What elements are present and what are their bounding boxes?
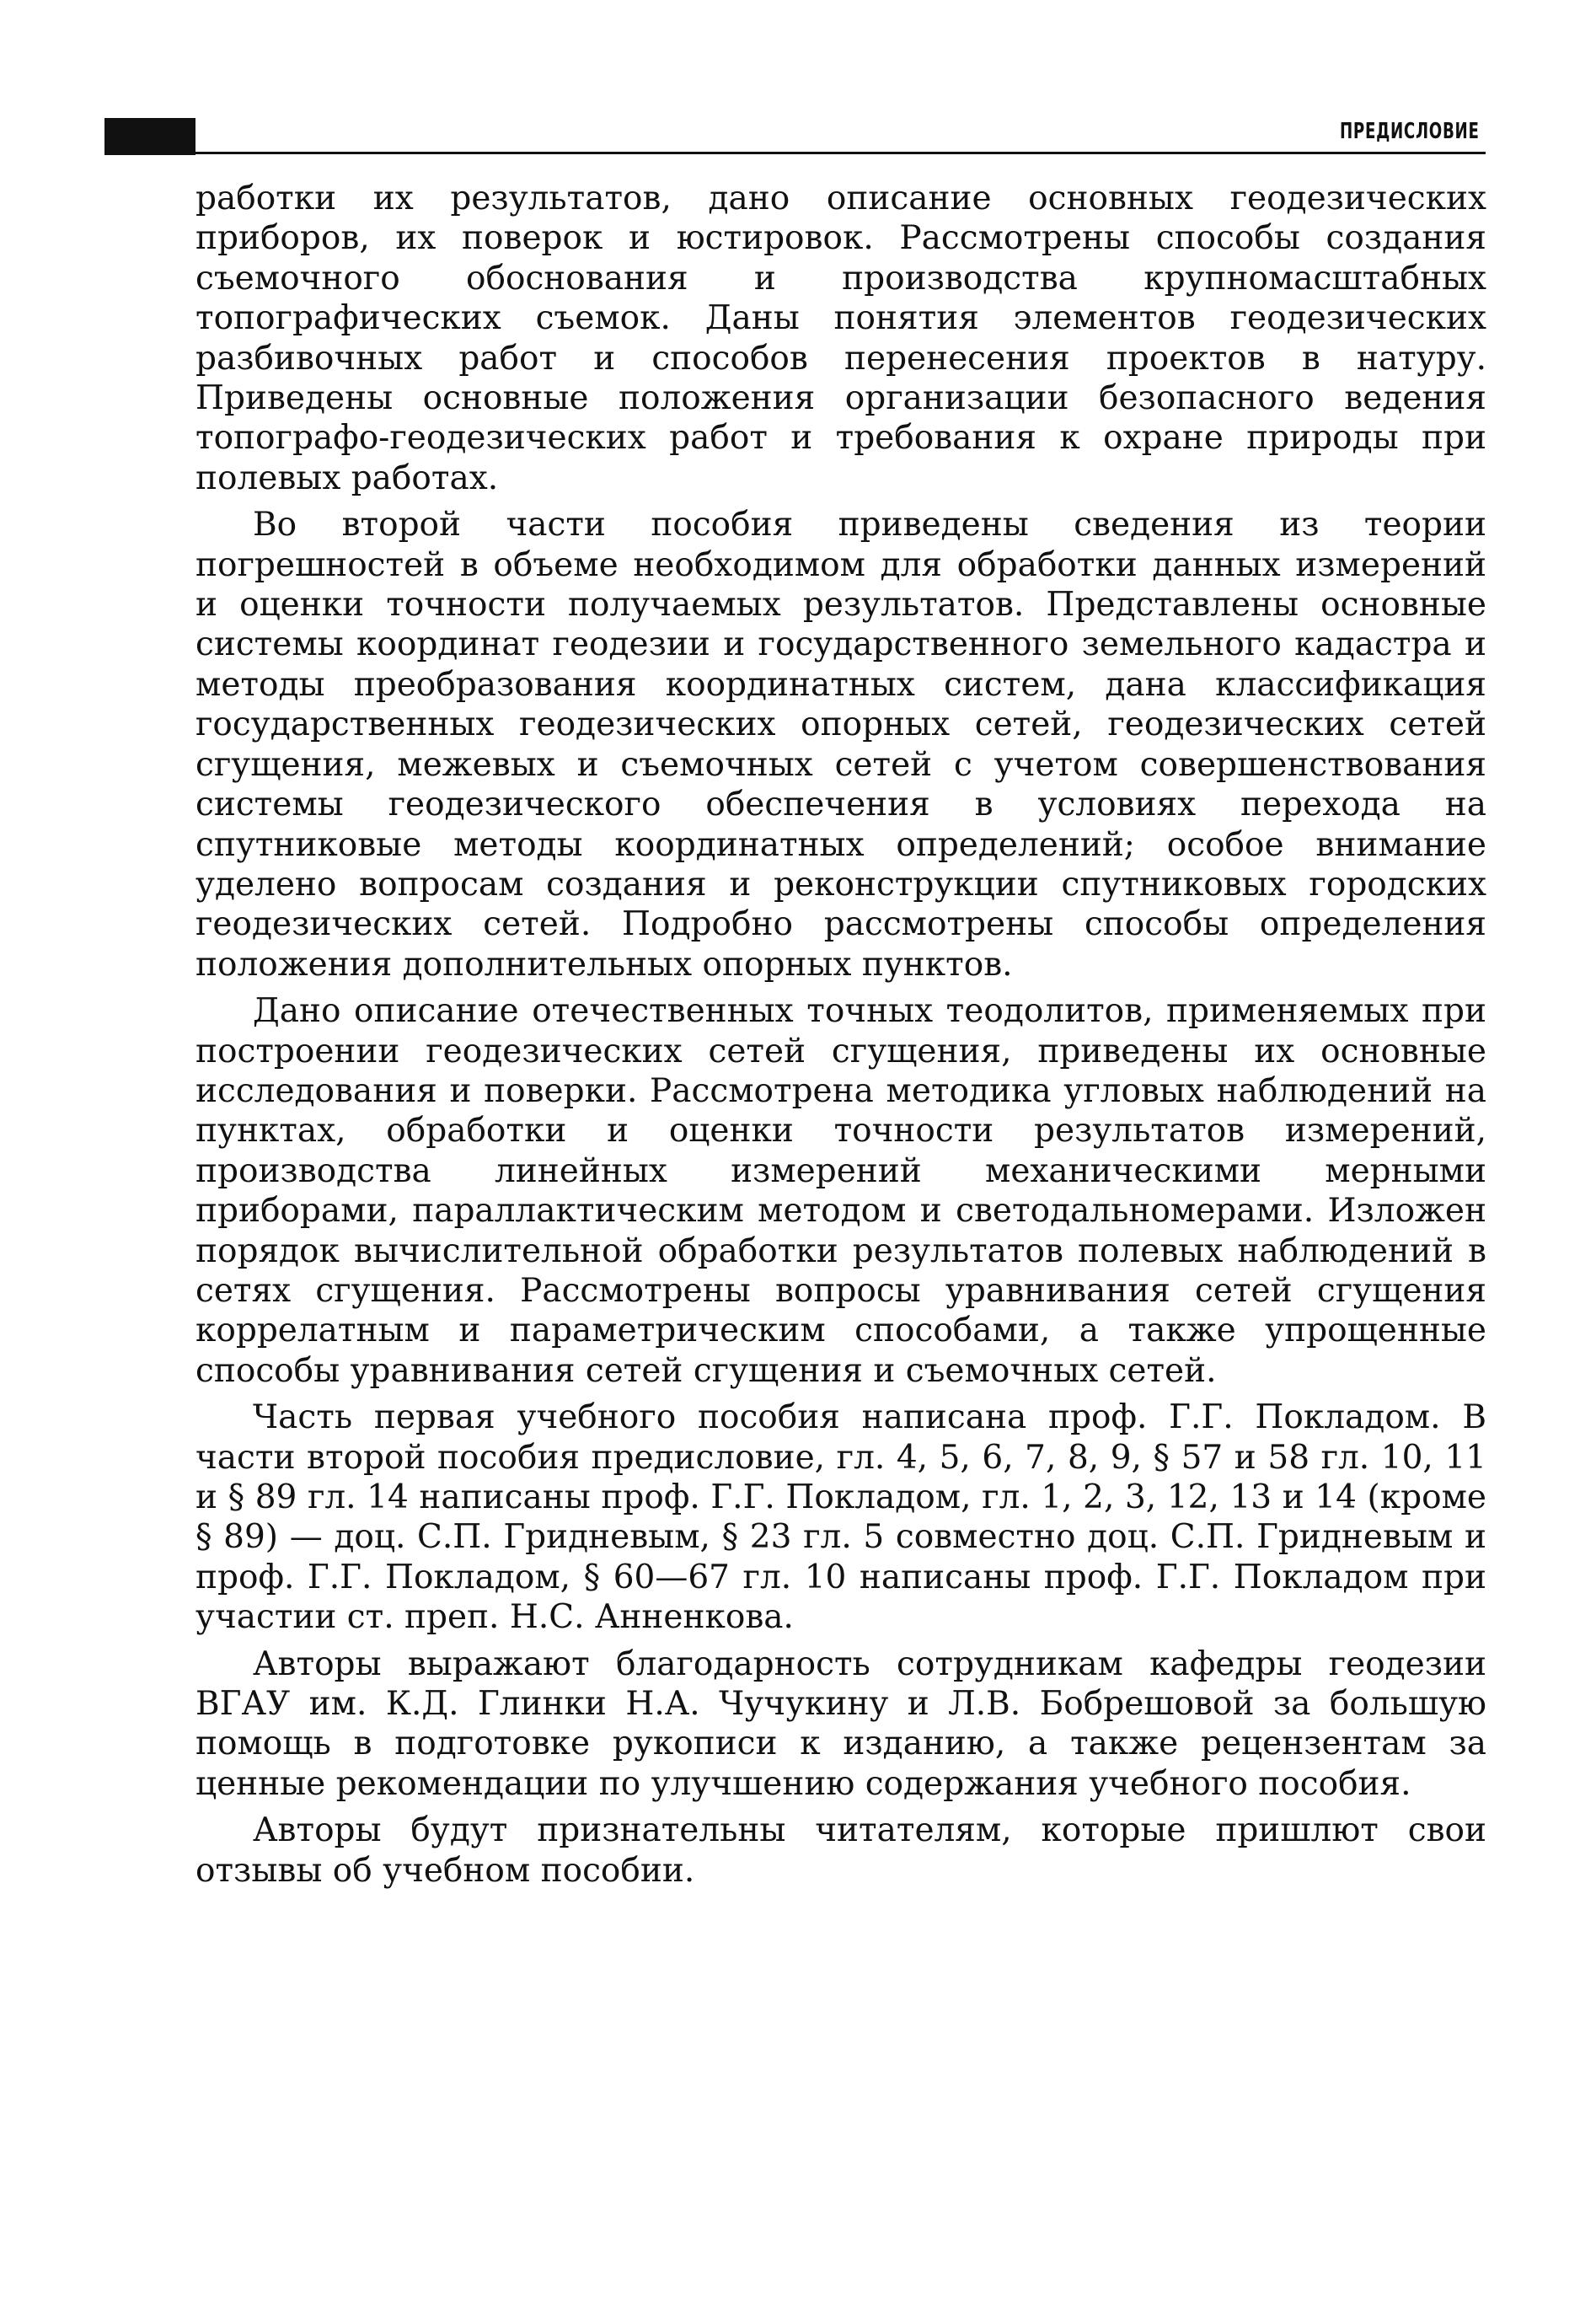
header-rule	[195, 152, 1486, 154]
page-number-block	[104, 118, 195, 155]
paragraph-theodolites: Дано описание отечественных точных теодолитов, применяемых при построении геодезических сетей сгущения, приведены их основные исследования и поверки. Рассмотрена методика угловых наблюдений на пунктах, обработки и оценки точности результатов измерений, производства линейных измерений механическими мерными приборами, параллактическим методом и светодальномерами. Изложен порядок вычислительной обработки результатов полевых наблюдений в сетях сгущения. Рассмотрены вопросы уравнивания сетей сгущения коррелатным и параметрическим способами, а также упрощенные способы уравнивания сетей сгущения и съемочных сетей.	[195, 992, 1486, 1390]
paragraph-authorship: Часть первая учебного пособия написана проф. Г.Г. Покладом. В части второй пособия предисловие, гл. 4, 5, 6, 7, 8, 9, § 57 и 58 гл. 10, 11 и § 89 гл. 14 написаны проф. Г.Г. Покладом, гл. 1, 2, 3, 12, 13 и 14 (кроме § 89) — доц. С.П. Гридневым, § 23 гл. 5 совместно доц. С.П. Гридневым и проф. Г.Г. Покладом, § 60—67 гл. 10 написаны проф. Г.Г. Покладом при участии ст. преп. Н.С. Анненкова.	[195, 1398, 1486, 1637]
paragraph-feedback: Авторы будут признательны читателям, которые пришлют свои отзывы об учебном пособии.	[195, 1811, 1486, 1890]
paragraph-second-part: Во второй части пособия приведены сведения из теории погрешностей в объеме необходимом для обработки данных измерений и оценки точности получаемых результатов. Представлены основные системы координат геодезии и государственного земельного кадастра и методы преобразования координатных систем, дана классификация государственных геодезических опорных сетей, геодезических сетей сгущения, межевых и съемочных сетей с учетом совершенствования системы геодезического обеспечения в условиях перехода на спутниковые методы координатных определений; особое внимание уделено вопросам создания и реконструкции спутниковых городских геодезических сетей. Подробно рассмотрены способы определения положения дополнительных опорных пунктов.	[195, 506, 1486, 984]
paragraph-acknowledgements: Авторы выражают благодарность сотрудникам кафедры геодезии ВГАУ им. К.Д. Глинки Н.А. Чучукину и Л.В. Бобрешовой за большую помощь в подготовке рукописи к изданию, а также рецензентам за ценные рекомендации по улучшению содержания учебного пособия.	[195, 1644, 1486, 1803]
body-text	[195, 179, 1486, 1897]
running-head: ПРЕДИСЛОВИЕ	[1340, 119, 1480, 144]
paragraph-continuation: работки их результатов, дано описание основных геодезических приборов, их поверок и юстировок. Рассмотрены способы создания съемочного обоснования и производства крупномасштабных топографических съемок. Даны понятия элементов геодезических разбивочных работ и способов перенесения проектов в натуру. Приведены основные положения организации безопасного ведения топографо-геодезических работ и требования к охране природы при полевых работах.	[195, 180, 1486, 497]
